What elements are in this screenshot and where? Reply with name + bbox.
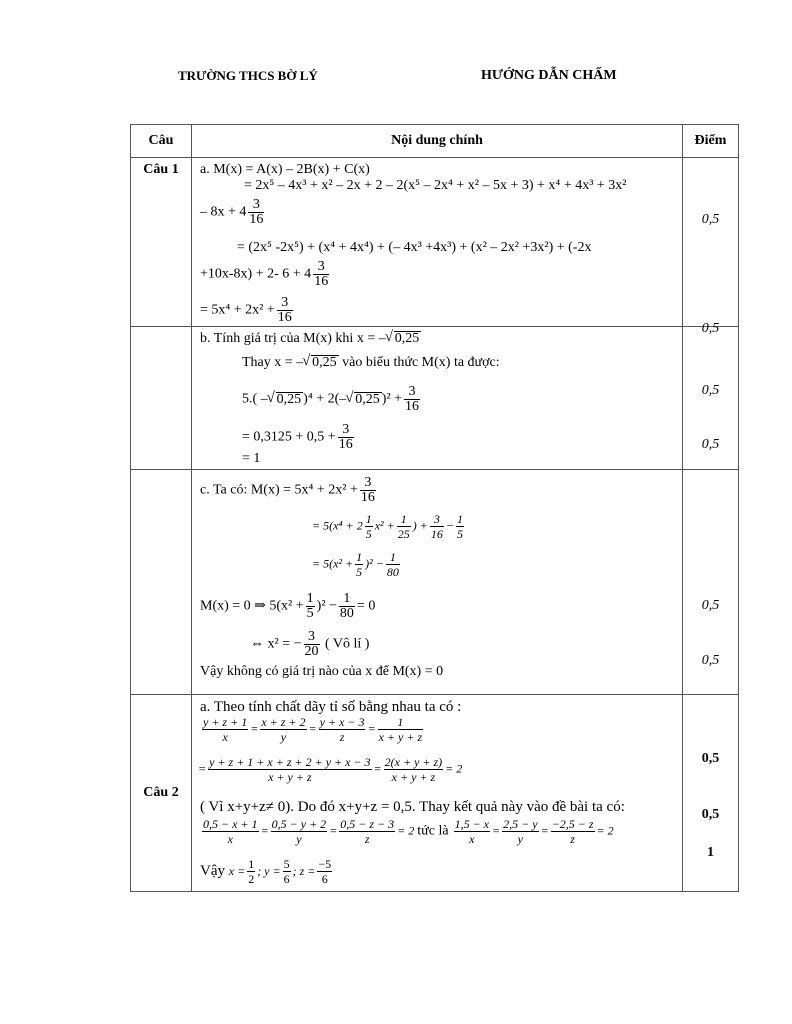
frac-num: 3	[248, 198, 264, 213]
q2-zeq: ; z =	[292, 863, 316, 878]
q1b-line3	[242, 385, 422, 414]
fraction	[271, 817, 328, 846]
col-score-header: Điểm	[683, 125, 739, 158]
frac-den: 16	[360, 490, 375, 505]
q1a-line5	[200, 260, 331, 289]
frac-num: 1	[397, 512, 411, 527]
score-value: 0,5	[701, 437, 720, 452]
q2-line2: $\frac{y + z + 1}{x}$ = $\frac{x + z + 2}{y}$ = $\frac{y + x - 3}{z}$ = $\frac{1}{x + y + z}$	[203, 715, 423, 744]
frac-den: x + y + z	[391, 770, 436, 784]
frac-den: y	[296, 832, 302, 846]
fraction	[306, 592, 315, 621]
q2-line4: ( Vì x+y+z≠ 0). Do đó x+y+z = 0,5. Thay kết quả này vào đề bài ta có:	[200, 799, 625, 815]
frac-num: −2,5 − z	[551, 817, 594, 831]
score-cell	[683, 695, 739, 892]
frac-num: 0,5 − y + 2	[271, 817, 327, 831]
q1a-line1: a. M(x) = A(x) – 2B(x) + C(x)	[200, 162, 370, 177]
fraction	[248, 198, 264, 227]
fraction	[317, 857, 332, 886]
q1a-line6-text: = 5x⁴ + 2x² +	[200, 302, 275, 318]
frac-den: z	[364, 832, 370, 846]
frac-den: 5	[365, 527, 372, 541]
frac-num: 3	[430, 512, 444, 527]
q1b-line2	[242, 355, 500, 371]
q1b-line2-text: Thay x = –	[242, 355, 304, 370]
fraction	[247, 857, 255, 886]
sqrt-expr: √ 0,25	[354, 392, 382, 407]
fraction	[202, 817, 259, 846]
frac-num: 0,5 − z − 3	[340, 817, 395, 831]
sqrt-expr: √ 0,25	[311, 355, 339, 370]
question-cell-empty	[131, 470, 192, 695]
q2-line5: $\frac{0,5 - x + 1}{x}$ = $\frac{0,5 - y + 2}{y}$ = $\frac{0,5 - z - 3}{z}$ = 2 tức là $\frac{1,5 - x}{x}$ = $\frac{2,5 - y}{y}$ = $\frac{-2,5 - z}{z}$ = 2	[203, 817, 614, 846]
score-cell	[683, 158, 739, 336]
frac-num: 1	[306, 591, 314, 606]
fraction	[378, 715, 424, 744]
frac-den: x + y + z	[268, 770, 312, 784]
q1b-line5: = 1	[242, 451, 261, 466]
question-cell-empty	[131, 327, 192, 470]
frac-den: 25	[397, 527, 410, 541]
fraction	[430, 512, 444, 541]
table-header-row	[131, 125, 739, 158]
frac-den: z	[339, 730, 345, 744]
frac-num: 3	[338, 423, 354, 438]
fraction	[339, 592, 355, 621]
content-cell	[192, 695, 683, 892]
q1c-line3	[312, 550, 402, 579]
fraction	[384, 755, 444, 784]
frac-num: 1	[356, 550, 363, 564]
q1b-line3-c: )² +	[381, 391, 403, 407]
table-row	[131, 470, 739, 695]
frac-num: 5	[283, 857, 290, 871]
q2-line6	[200, 857, 334, 886]
table-row	[131, 695, 739, 892]
q2-tucla: tức là	[417, 823, 449, 839]
q1c-line3-a: = 5(x² +	[312, 556, 354, 571]
grading-table	[130, 124, 739, 892]
frac-den: 16	[277, 310, 292, 325]
q2-line3: = $\frac{y + z + 1 + x + z + 2 + y + x - 3}{x + y + z}$ = $\frac{2(x + y + z)}{x + y + z}$ = 2	[198, 755, 463, 784]
frac-den: 16	[405, 399, 420, 414]
frac-den: y	[517, 832, 523, 846]
frac-num: 1,5 − x	[454, 817, 489, 831]
frac-den: y	[280, 730, 287, 744]
question-label	[131, 695, 192, 892]
fraction	[397, 512, 411, 541]
frac-den: 20	[304, 644, 319, 659]
score-value: 0,5	[701, 751, 720, 766]
fraction	[502, 817, 538, 846]
fraction	[283, 857, 291, 886]
q1c-line3-b: )² −	[365, 556, 384, 571]
q1a-line2: = 2x⁵ – 4x³ + x² – 2x + 2 – 2(x⁵ – 2x⁴ + x² – 5x + 3) + x⁴ + 4x³ + 3x²	[244, 178, 627, 193]
sqrt-expr: √ 0,25	[276, 392, 304, 407]
frac-num: 3	[360, 476, 376, 491]
content-cell	[192, 327, 683, 470]
school-name: TRƯỜNG THCS BỜ LÝ	[178, 68, 318, 83]
table-row	[131, 327, 739, 470]
q2-eq2: = 2	[445, 761, 463, 776]
question-label	[131, 158, 192, 327]
frac-num: 1	[456, 512, 463, 526]
q1c-line6: Vậy không có giá trị nào của x để M(x) = 0	[200, 664, 444, 679]
frac-den: 5	[456, 527, 463, 541]
frac-den: 5	[356, 565, 363, 579]
q2-yeq: ; y =	[257, 863, 281, 878]
fraction	[208, 755, 371, 784]
frac-den: x	[222, 730, 228, 744]
frac-den: 16	[314, 274, 329, 289]
score-value: 0,5	[701, 212, 720, 227]
frac-num: 3	[304, 630, 320, 645]
frac-num: 1	[365, 512, 372, 526]
q1c-line4-a: M(x) = 0 ⇒ 5(x² +	[200, 598, 304, 614]
content-cell	[192, 470, 683, 695]
q1c-line5-a: ⇔ x² = −	[250, 636, 302, 652]
frac-num: y + z + 1	[203, 715, 248, 729]
q1c-content	[192, 470, 682, 694]
q1c-line1-text: c. Ta có: M(x) = 5x⁴ + 2x² +	[200, 482, 358, 498]
col-question-header: Câu	[131, 125, 192, 158]
q1c-line2	[312, 512, 466, 541]
q1c-line2-a: = 5(x⁴ + 2	[312, 518, 363, 533]
col-content-header: Nội dung chính	[192, 125, 683, 158]
score-cell	[683, 470, 739, 695]
q1c-line1	[200, 476, 378, 505]
q1a-line5-text: +10x-8x) + 2- 6 + 4	[200, 266, 312, 282]
q1c-line2-d: −	[445, 518, 454, 533]
q1b-line1	[200, 331, 421, 347]
frac-num: 1	[386, 550, 400, 565]
q2-xeq: x =	[228, 863, 246, 878]
frac-den: z	[570, 832, 575, 846]
q2-label: Câu 2	[143, 785, 179, 800]
fraction	[277, 296, 293, 325]
q2-line1: a. Theo tính chất dãy tỉ số bằng nhau ta có :	[200, 699, 462, 715]
q1c-line2-c: ) +	[412, 518, 428, 533]
fraction	[260, 715, 306, 744]
frac-num: 0,5 − x + 1	[203, 817, 258, 831]
document-title: HƯỚNG DẪN CHẤM	[481, 68, 617, 83]
frac-den: 16	[430, 527, 443, 541]
q1b-line2-rest: vào biểu thức M(x) ta được:	[342, 355, 500, 370]
frac-den: 16	[249, 212, 264, 227]
fraction	[339, 817, 395, 846]
frac-den: 80	[386, 565, 399, 579]
fraction	[404, 385, 420, 414]
q1a-content	[192, 158, 682, 326]
fraction	[313, 260, 329, 289]
frac-den: x	[469, 832, 475, 846]
score-value: 0,5	[701, 653, 720, 668]
frac-den: x	[227, 832, 233, 846]
score-value: 0,5	[701, 598, 720, 613]
frac-den: 6	[321, 872, 328, 886]
q1c-line5	[250, 630, 369, 659]
q1b-content	[192, 327, 682, 469]
q1c-line2-b: x² +	[374, 518, 395, 533]
frac-den: 80	[339, 606, 354, 621]
frac-den: 16	[338, 437, 353, 452]
q1a-line4: = (2x⁵ -2x⁵) + (x⁴ + 4x⁴) + (– 4x³ +4x³) + (x² – 2x² +3x²) + (-2x	[237, 240, 592, 255]
frac-num: 1	[378, 715, 424, 730]
fraction	[355, 550, 363, 579]
fraction	[386, 550, 400, 579]
frac-num: x + z + 2	[261, 715, 306, 729]
score-value: 0,5	[701, 383, 720, 398]
q1b-line3-b: )⁴ + 2(–	[303, 391, 347, 407]
frac-den: x + y + z	[378, 730, 423, 744]
fraction	[551, 817, 595, 846]
fraction	[360, 476, 376, 505]
q1c-line4-c: = 0	[356, 598, 376, 614]
content-cell	[192, 158, 683, 327]
q2-vay: Vậy	[200, 862, 225, 879]
frac-den: 2	[248, 872, 255, 886]
q1b-line1-text: b. Tính giá trị của M(x) khi x = –	[200, 331, 386, 346]
frac-num: y + z + 1 + x + z + 2 + y + x − 3	[209, 755, 371, 769]
fraction	[456, 512, 464, 541]
q1c-line4-b: )² −	[316, 598, 337, 614]
q1-label: Câu 1	[143, 162, 179, 177]
frac-num: y + x − 3	[319, 715, 365, 729]
q1a-line3-text: – 8x + 4	[200, 204, 247, 220]
q1b-line3-a: 5.( –	[242, 391, 268, 407]
fraction	[304, 630, 320, 659]
frac-num: 2,5 − y	[503, 817, 538, 831]
frac-den: 6	[283, 872, 290, 886]
frac-num: 3	[404, 385, 420, 400]
frac-num: 3	[313, 260, 329, 275]
table-row	[131, 158, 739, 327]
q2-content	[192, 695, 682, 891]
fraction	[365, 512, 373, 541]
fraction	[338, 423, 354, 452]
fraction	[454, 817, 490, 846]
score-value: 1	[707, 845, 714, 860]
score-value: 0,5	[701, 321, 720, 336]
score-value: 0,5	[701, 807, 720, 822]
q1a-line3	[200, 198, 266, 227]
frac-den: 5	[306, 606, 314, 621]
frac-num: 2(x + y + z)	[384, 755, 443, 769]
q1b-line4-text: = 0,3125 + 0,5 +	[242, 429, 336, 445]
fraction	[319, 715, 366, 744]
q1b-line4	[242, 423, 356, 452]
frac-num: 3	[277, 296, 293, 311]
q1c-line4	[200, 592, 375, 621]
fraction	[202, 715, 248, 744]
frac-num: 1	[339, 592, 355, 607]
frac-num: −5	[318, 857, 332, 871]
sqrt-expr: √ 0,25	[394, 331, 422, 346]
q1c-line5-b: ( Vô lí )	[325, 636, 370, 652]
frac-num: 1	[248, 857, 255, 871]
q1a-line6	[200, 296, 295, 325]
score-cell	[683, 327, 739, 470]
